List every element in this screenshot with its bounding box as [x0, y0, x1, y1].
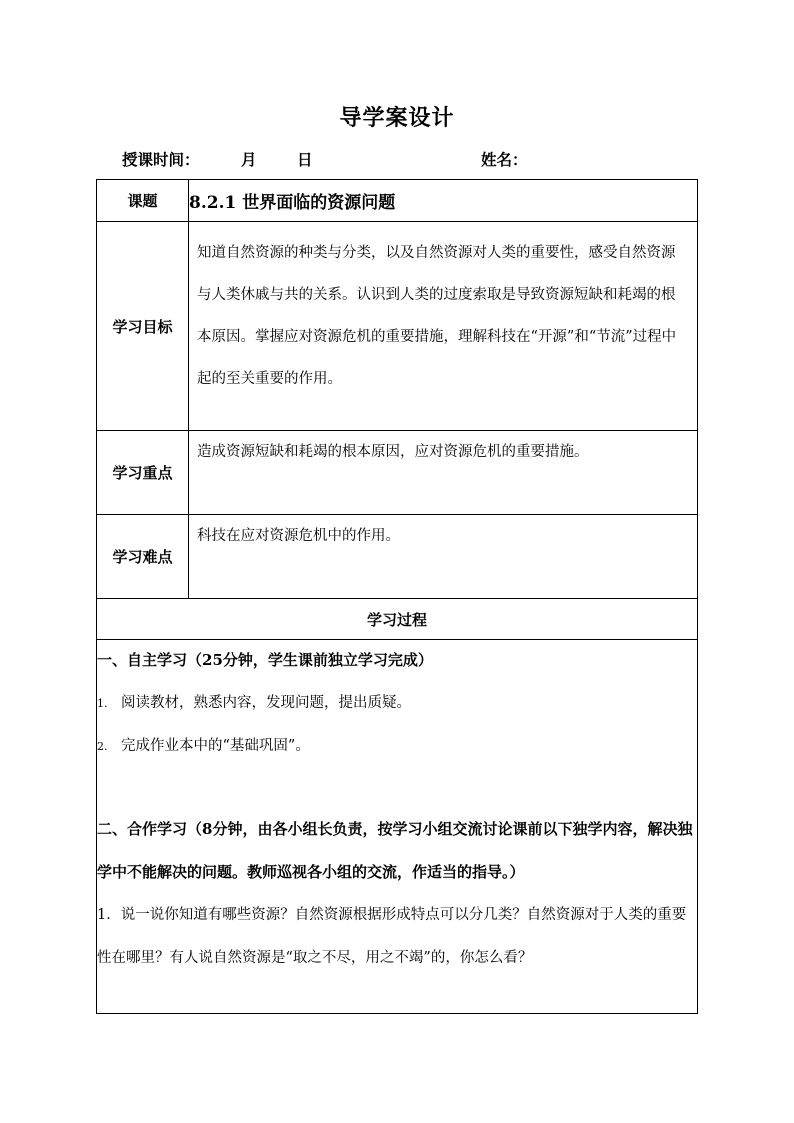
difficulty-row — [97, 515, 698, 599]
spacer — [97, 768, 697, 808]
name-label: 姓名： — [481, 150, 528, 169]
difficulty-text: 科技在应对资源危机中的作用。 — [197, 528, 400, 544]
day-label: 日 — [297, 150, 313, 169]
process-header-row — [97, 599, 698, 640]
process-label: 学习过程 — [97, 599, 698, 640]
item-number: 2. — [97, 740, 108, 753]
teaching-time-label: 授课时间： — [122, 150, 200, 169]
goals-row — [97, 222, 698, 431]
item-text: 阅读教材，熟悉内容，发现问题，提出质疑。 — [121, 695, 411, 711]
subject-label: 课题 — [97, 180, 189, 222]
difficulty-label: 学习难点 — [97, 515, 189, 599]
section2-item-1: 1．说一说你知道有哪些资源？自然资源根据形成特点可以分几类？自然资源对于人类的重要性在哪里？有人说自然资源是“取之不尽，用之不竭”的，你怎么看？ — [97, 907, 687, 966]
process-content — [97, 640, 698, 1014]
goals-label: 学习目标 — [97, 222, 189, 431]
item-number: 1. — [97, 697, 108, 710]
section1-item-2 — [97, 725, 697, 768]
month-label: 月 — [241, 150, 257, 169]
goals-text: 知道自然资源的种类与分类，以及自然资源对人类的重要性，感受自然资源与人类休戚与共的关系。认识到人类的过度索取是导致资源短缺和耗竭的根本原因。掌握应对资源危机的重要措施，理解科技在“开源”和“节流”过程中起的至关重要的作用。 — [197, 245, 677, 387]
section1-item-1 — [97, 682, 697, 725]
section1-title: 一、自主学习（25分钟，学生课前独立学习完成） — [97, 651, 433, 669]
item-text: 完成作业本中的“基础巩固”。 — [121, 738, 310, 754]
section2-title: 二、合作学习（8分钟，由各小组长负责，按学习小组交流讨论课前以下独学内容，解决独学中不能解决的问题。教师巡视各小组的交流，作适当的指导。） — [97, 820, 693, 881]
key-points-label: 学习重点 — [97, 431, 189, 515]
subject-row — [97, 180, 698, 222]
document-title: 导学案设计 — [339, 105, 455, 131]
key-points-row — [97, 431, 698, 515]
subject-value: 8.2.1 世界面临的资源问题 — [189, 180, 698, 222]
lesson-plan-table — [96, 179, 698, 1014]
key-points-text: 造成资源短缺和耗竭的根本原因，应对资源危机的重要措施。 — [197, 444, 589, 460]
process-content-row — [97, 640, 698, 1014]
